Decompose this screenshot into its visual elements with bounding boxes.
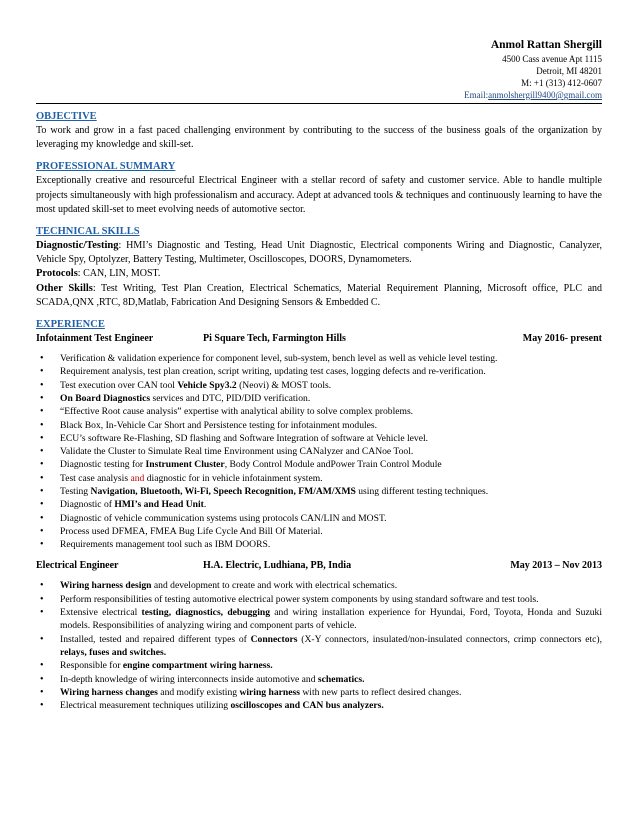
skill-other-text: : Test Writing, Test Plan Creation, Electrical Schematics, Material Requirement Planning, Microsoft office, PLC and SCADA,QNX ,RTC, 8D,Matlab, Fabrication And Designing Sensors & Embedded C. (36, 282, 603, 308)
list-item: • Process used DFMEA, FMEA Bug Life Cycle And Bill Of Material. (36, 525, 602, 538)
job-bullet-list (36, 579, 602, 712)
job-bullet-list (36, 352, 602, 551)
address-line-1: 4500 Cass avenue Apt 1115 (502, 54, 602, 64)
job-title: Electrical Engineer (36, 560, 119, 572)
list-item: • Wiring harness design and development to create and work with electrical schematics. (36, 579, 602, 592)
skill-diagnostic-text: : HMI’s Diagnostic and Testing, Head Unit Diagnostic, Electrical components Wiring and Diagnostic, Canalyzer, Vehicle Spy, Optolyzer, Battery Testing, Multimeter, Oscilloscopes, DOORS, Dynamometers. (36, 240, 602, 266)
experience-heading: EXPERIENCE (36, 319, 105, 331)
job-header (36, 559, 602, 573)
skill-protocols (36, 267, 602, 281)
candidate-name: Anmol Rattan Shergill (490, 39, 602, 51)
list-item: • On Board Diagnostics services and DTC, PID/DID verification. (36, 392, 602, 405)
summary-heading: PROFESSIONAL SUMMARY (36, 161, 176, 173)
address-line-2: Detroit, MI 48201 (536, 66, 602, 76)
email-line (464, 89, 602, 101)
job-company: Pi Square Tech, Farmington Hills (203, 333, 346, 345)
list-item: • Diagnostic of vehicle communication systems using protocols CAN/LIN and MOST. (36, 512, 602, 525)
skill-other (36, 282, 602, 310)
summary-text: Exceptionally creative and resourceful Electrical Engineer with a stellar record of safety and customer service. Able to handle multiple projects simultaneously with high professionalism and accuracy. Adept at advanced tools & techniques and continuously learning to have the most updated skill-set to meet evolving needs of automotive sector. (36, 175, 602, 215)
list-item: • Wiring harness changes and modify existing wiring harness with new parts to reflect desired changes. (36, 686, 602, 699)
list-item: • Requirement analysis, test plan creation, script writing, updating test cases, logging defects and re-verification. (36, 365, 602, 378)
list-item: • Extensive electrical testing, diagnostics, debugging and wiring installation experience for Hyundai, Ford, Toyota, Honda and Suzuki models. Responsibilities of analyzing wiring and component parts of vehicle. (36, 606, 602, 633)
job-dates: May 2013 – Nov 2013 (510, 560, 602, 572)
list-item: • Installed, tested and repaired different types of Connectors (X-Y connectors, insulated/non-insulated connectors, crimp connectors etc), relays, fuses and switches. (36, 633, 602, 660)
list-item: • Test case analysis and diagnostic for in vehicle infotainment system. (36, 472, 602, 485)
list-item: • Test execution over CAN tool Vehicle Spy3.2 (Neovi) & MOST tools. (36, 379, 602, 392)
list-item: • ECU’s software Re-Flashing, SD flashing and Software Integration of software at Vehicle level. (36, 432, 602, 445)
phone: M: +1 (313) 412-0607 (521, 78, 602, 88)
list-item: • Diagnostic testing for Instrument Cluster, Body Control Module andPower Train Control Module (36, 458, 602, 471)
list-item: • Responsible for engine compartment wiring harness. (36, 659, 602, 672)
objective-heading: OBJECTIVE (36, 111, 97, 122)
list-item: • Electrical measurement techniques utilizing oscilloscopes and CAN bus analyzers. (36, 699, 602, 712)
list-item: • Black Box, In-Vehicle Car Short and Persistence testing for infotainment modules. (36, 419, 602, 432)
resume-body (36, 110, 602, 712)
job-title: Infotainment Test Engineer (36, 333, 154, 345)
job-header (36, 332, 602, 346)
email-link[interactable]: anmolshergill9400@gmail.com (488, 90, 602, 100)
skill-protocols-text: : CAN, LIN, MOST. (77, 268, 161, 280)
skill-protocols-label: Protocols (36, 268, 78, 280)
list-item: • Verification & validation experience for component level, sub-system, bench level as well as vehicle level testing. (36, 352, 602, 365)
skills-heading: TECHNICAL SKILLS (36, 226, 140, 238)
objective-text: To work and grow in a fast paced challenging environment by contributing to the success of the business goals of the organization by leveraging my knowledge and skill-set. (36, 125, 602, 151)
list-item: • Requirements management tool such as IBM DOORS. (36, 538, 602, 551)
list-item: • In-depth knowledge of wiring interconnects inside automotive and schematics. (36, 673, 602, 686)
header-divider (36, 103, 602, 104)
skill-diagnostic (36, 239, 602, 267)
list-item: • Diagnostic of HMI’s and Head Unit. (36, 498, 602, 511)
job-company: H.A. Electric, Ludhiana, PB, India (203, 560, 352, 572)
skill-other-label: Other Skills (36, 282, 93, 294)
list-item: • Validate the Cluster to Simulate Real time Environment using CANalyzer and CANoe Tool. (36, 445, 602, 458)
job-dates: May 2016- present (522, 333, 602, 345)
skill-diagnostic-label: Diagnostic/Testing (36, 240, 119, 252)
email-label: Email: (464, 90, 489, 100)
contact-header (464, 38, 602, 101)
list-item: • “Effective Root cause analysis” expertise with analytical ability to solve complex problems. (36, 405, 602, 418)
list-item: • Perform responsibilities of testing automotive electrical power system components by using standard software and test tools. (36, 593, 602, 606)
list-item: • Testing Navigation, Bluetooth, Wi-Fi, Speech Recognition, FM/AM/XMS using different testing techniques. (36, 485, 602, 498)
